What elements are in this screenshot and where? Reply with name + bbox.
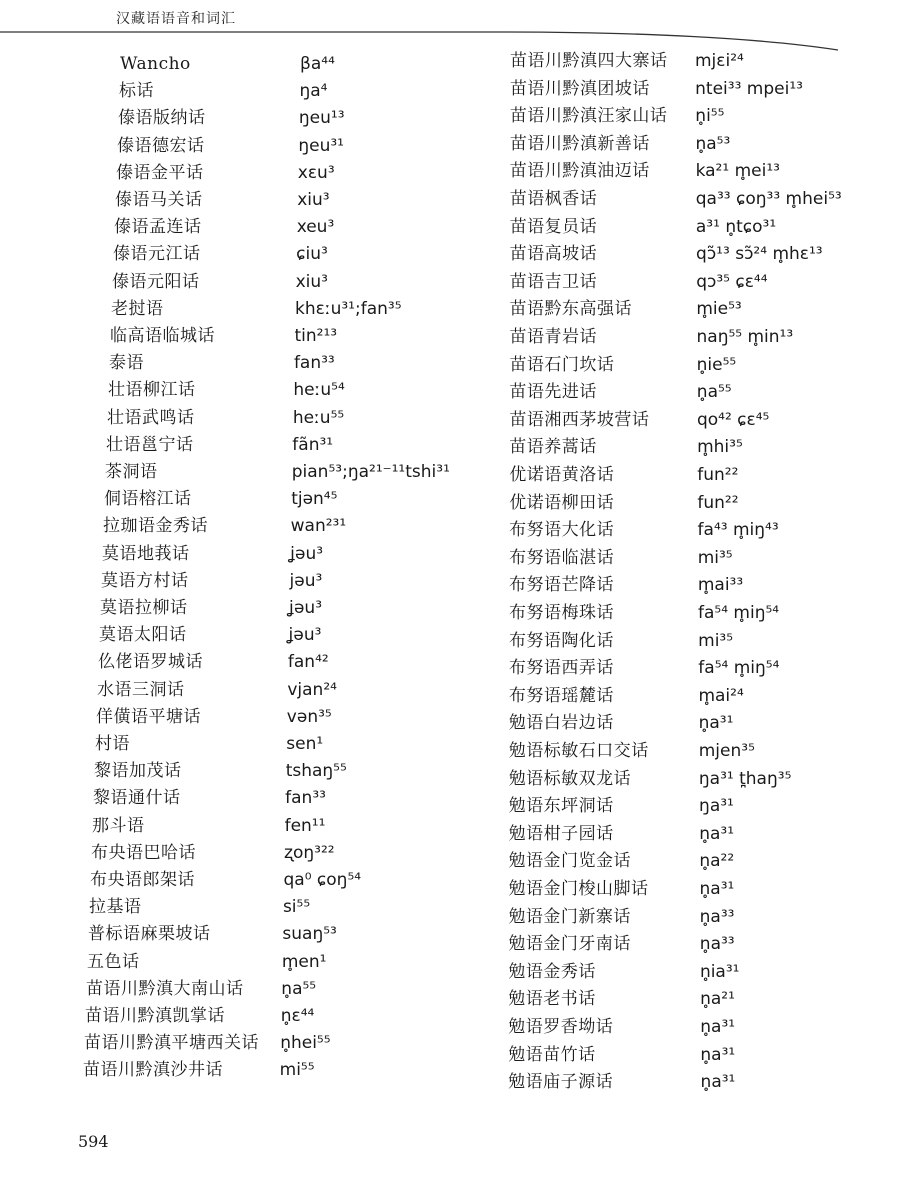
entry-language: 苗语川黔滇沙井话 — [83, 1060, 223, 1081]
entry-language: 勉语苗竹话 — [508, 1044, 596, 1065]
entry-word: ŋa³¹ — [699, 796, 734, 817]
entry-word: n̥a²² — [699, 851, 735, 872]
entry-language: 勉语庙子源话 — [508, 1072, 614, 1093]
entry-word: ʐoŋ³²² — [284, 842, 335, 863]
entry-language: 傣语金平话 — [116, 162, 204, 183]
entry-language: 勉语老书话 — [508, 989, 596, 1010]
entry-language: 普标语麻栗坡话 — [88, 924, 211, 945]
running-header-title: 汉藏语语音和词汇 — [116, 11, 236, 27]
entry-word: tshaŋ⁵⁵ — [285, 761, 347, 782]
entry-language: 傣语德宏话 — [117, 135, 205, 156]
entry-language: 那斗语 — [92, 815, 145, 836]
entry-language: 苗语石门坎话 — [509, 354, 615, 375]
entry-language: 苗语川黔滇大南山话 — [86, 978, 244, 999]
entry-language: 勉语金门梭山脚话 — [508, 879, 649, 899]
entry-language: 苗语先进话 — [509, 382, 597, 403]
entry-word: n̥a³³ — [699, 906, 735, 927]
entry-language: 苗语川黔滇新善话 — [509, 133, 650, 154]
entry-language: 苗语吉卫话 — [509, 271, 598, 292]
entry-language: 布努语瑶麓话 — [508, 685, 614, 706]
entry-language: Wancho — [120, 54, 191, 74]
entry-language: 布央语郎架话 — [90, 870, 195, 890]
entry-word: ŋa⁴ — [299, 81, 328, 102]
entry-word: mjɛi²⁴ — [695, 51, 744, 71]
entry-word: ŋa³¹ t̪haŋ³⁵ — [698, 768, 792, 789]
entry-language: 勉语金门览金话 — [508, 851, 632, 872]
entry-word: n̥hei⁵⁵ — [280, 1033, 331, 1054]
entry-word: m̥hi³⁵ — [697, 437, 743, 458]
entry-word: qo⁴² ɕɛ⁴⁵ — [696, 409, 770, 430]
entry-language: 勉语白岩边话 — [508, 713, 614, 734]
entry-word: ntei³³ mpei¹³ — [695, 78, 803, 99]
entry-word: ŋeu³¹ — [298, 135, 344, 156]
entry-language: 莫语太阳话 — [99, 625, 187, 646]
entry-language: 苗语川黔滇团坡话 — [509, 78, 650, 99]
entry-word: m̥ai²⁴ — [698, 685, 744, 706]
entry-language: 苗语高坡话 — [509, 244, 598, 265]
entry-word: suaŋ⁵³ — [282, 924, 337, 945]
entry-language: 傣语版纳话 — [118, 108, 206, 129]
entry-word: mi³⁵ — [698, 630, 734, 651]
entry-language: 勉语罗香坳话 — [508, 1017, 614, 1037]
entry-word: ʝəu³ — [290, 543, 324, 564]
entry-word: n̥a⁵⁵ — [696, 382, 732, 403]
entry-language: 布努语临湛话 — [509, 547, 615, 568]
entry-language: 苗语黔东高强话 — [509, 299, 633, 320]
entry-word: heːu⁵⁵ — [292, 407, 345, 428]
entry-language: 布努语西弄话 — [508, 658, 614, 679]
entry-word: m̥en¹ — [281, 951, 327, 972]
entry-word: n̥i⁵⁵ — [695, 106, 725, 127]
entry-language: 泰语 — [109, 353, 144, 374]
entry-word: n̥a³¹ — [698, 713, 734, 734]
entry-language: 壮语柳江话 — [108, 380, 196, 401]
entry-language: 优诺语柳田话 — [509, 492, 615, 513]
entry-word: khɛːu³¹;fan³⁵ — [295, 298, 402, 319]
entry-word: vən³⁵ — [286, 706, 332, 727]
page-number: 594 — [78, 1132, 109, 1151]
entry-word: n̥a⁵³ — [695, 133, 731, 154]
entry-word: fa⁵⁴ m̥iŋ⁵⁴ — [698, 658, 780, 679]
entry-language: 苗语枫香话 — [509, 189, 598, 209]
entry-word: wan²³¹ — [290, 516, 347, 537]
entry-language: 傣语元江话 — [113, 244, 201, 265]
entry-language: 勉语标敏双龙话 — [508, 768, 632, 789]
entry-word: βa⁴⁴ — [300, 54, 335, 74]
entry-word: m̥ie⁵³ — [696, 299, 742, 320]
entry-word: n̥a³¹ — [700, 1017, 736, 1037]
entry-language: 苗语川黔滇汪家山话 — [509, 106, 668, 127]
entry-word: fa⁴³ m̥iŋ⁴³ — [697, 520, 779, 541]
entry-word: n̥a³¹ — [700, 1044, 736, 1065]
entry-language: 拉基语 — [89, 897, 142, 918]
entry-word: jəu³ — [289, 570, 323, 591]
entry-word: mjen³⁵ — [698, 741, 755, 761]
entry-word: n̥a²¹ — [700, 989, 735, 1010]
entry-word: n̥a³¹ — [699, 879, 735, 899]
entry-language: 苗语川黔滇平塘西关话 — [84, 1033, 259, 1054]
entry-language: 勉语标敏石口交话 — [508, 741, 649, 761]
entry-word: fun²² — [697, 492, 739, 513]
entry-language: 佯僙语平塘话 — [96, 706, 201, 727]
entry-word: a³¹ n̥tɕo³¹ — [695, 216, 777, 237]
entry-language: 布央语巴哈话 — [91, 842, 196, 863]
entry-language: 勉语东坪洞话 — [508, 796, 614, 817]
entry-word: fan³³ — [285, 788, 326, 809]
entry-word: vjan²⁴ — [287, 679, 337, 700]
entry-word: fa⁵⁴ m̥iŋ⁵⁴ — [698, 603, 780, 623]
entry-language: 苗语青岩话 — [509, 327, 597, 347]
entry-language: 布努语大化话 — [509, 520, 615, 541]
entry-language: 仫佬语罗城话 — [98, 652, 203, 673]
entry-word: tin²¹³ — [294, 326, 338, 346]
entry-word: n̥ia³¹ — [699, 961, 740, 982]
entry-language: 勉语柑子园话 — [508, 823, 614, 844]
entry-language: 苗语川黔滇凯掌话 — [85, 1006, 225, 1026]
header-rule — [0, 0, 900, 60]
entry-language: 村语 — [95, 734, 130, 754]
entry-word: qɔ̃¹³ sɔ̃²⁴ m̥hɛ¹³ — [696, 244, 823, 265]
entry-language: 勉语金门新寨话 — [508, 906, 631, 927]
entry-language: 苗语川黔滇四大寨话 — [510, 51, 668, 71]
entry-word: sen¹ — [286, 734, 324, 754]
entry-language: 傣语马关话 — [115, 190, 203, 210]
entry-word: fun²² — [697, 465, 739, 485]
entry-word: xɛu³ — [297, 162, 335, 183]
entry-language: 临高语临城话 — [110, 326, 215, 346]
entry-word: fan⁴² — [287, 652, 329, 673]
entry-word: tjən⁴⁵ — [291, 489, 338, 510]
entry-language: 莫语地莪话 — [102, 543, 190, 564]
entry-language: 五色话 — [87, 951, 140, 972]
entry-word: xiu³ — [295, 271, 328, 292]
entry-language: 标话 — [119, 81, 154, 102]
entry-language: 布努语梅珠话 — [509, 603, 614, 623]
entry-word: n̥a⁵⁵ — [281, 978, 317, 999]
entry-language: 黎语通什话 — [93, 788, 181, 809]
entry-language: 布努语陶化话 — [508, 630, 614, 651]
entry-word: ʝəu³ — [288, 625, 322, 646]
entry-language: 勉语金门牙南话 — [508, 934, 631, 955]
entry-language: 黎语加茂话 — [94, 761, 182, 782]
entry-word: si⁵⁵ — [282, 897, 311, 918]
entry-word: heːu⁵⁴ — [293, 380, 345, 401]
entry-language: 苗语复员话 — [509, 216, 598, 237]
entry-language: 壮语邕宁话 — [106, 434, 194, 455]
entry-word: mi³⁵ — [697, 547, 733, 568]
entry-language: 傣语元阳话 — [112, 271, 200, 292]
entry-language: 莫语拉柳话 — [100, 598, 188, 618]
entry-word: n̥a³³ — [699, 934, 735, 955]
entry-word: qa³³ ɕoŋ³³ m̥hei⁵³ — [695, 189, 842, 209]
entry-word: n̥a³¹ — [700, 1072, 736, 1093]
entry-word: xeu³ — [296, 217, 335, 238]
entry-language: 布努语芒降话 — [509, 575, 615, 596]
entry-word: fan³³ — [293, 353, 335, 374]
entry-language: 优诺语黄洛话 — [509, 465, 615, 485]
entry-word: ŋeu¹³ — [298, 108, 345, 129]
entry-word: pian⁵³;ŋa²¹⁻¹¹tshi³¹ — [291, 462, 450, 482]
entry-language: 水语三洞话 — [97, 679, 185, 700]
entry-word: qɔ³⁵ ɕɛ⁴⁴ — [696, 271, 768, 292]
entry-language: 拉珈语金秀话 — [103, 516, 208, 537]
entry-word: mi⁵⁵ — [279, 1060, 315, 1081]
entry-word: fen¹¹ — [284, 815, 326, 836]
entry-word: fãn³¹ — [292, 434, 334, 455]
entry-language: 勉语金秀话 — [508, 961, 596, 982]
entry-word: naŋ⁵⁵ m̥in¹³ — [696, 327, 794, 347]
entry-language: 莫语方村话 — [101, 570, 189, 591]
entry-language: 苗语川黔滇油迈话 — [509, 161, 650, 182]
entry-word: n̥ie⁵⁵ — [696, 354, 737, 375]
entry-language: 老挝语 — [111, 298, 164, 319]
entry-word: n̥a³¹ — [699, 823, 735, 844]
entry-word: ka²¹ m̥ei¹³ — [695, 161, 780, 182]
entry-language: 侗语榕江话 — [104, 489, 192, 510]
entry-language: 苗语湘西茅坡营话 — [509, 409, 650, 430]
entry-word: n̥ɛ⁴⁴ — [280, 1006, 315, 1026]
entry-word: xiu³ — [297, 190, 330, 210]
entry-language: 苗语养蒿话 — [509, 437, 597, 458]
entry-word: m̥ai³³ — [697, 575, 744, 596]
entry-word: ʝəu³ — [289, 598, 323, 618]
entry-language: 傣语孟连话 — [114, 217, 202, 238]
entry-language: 茶洞语 — [105, 462, 158, 482]
entry-language: 壮语武鸣话 — [107, 407, 195, 428]
entry-word: ɕiu³ — [296, 244, 328, 265]
entry-word: qa⁰ ɕoŋ⁵⁴ — [283, 870, 362, 890]
